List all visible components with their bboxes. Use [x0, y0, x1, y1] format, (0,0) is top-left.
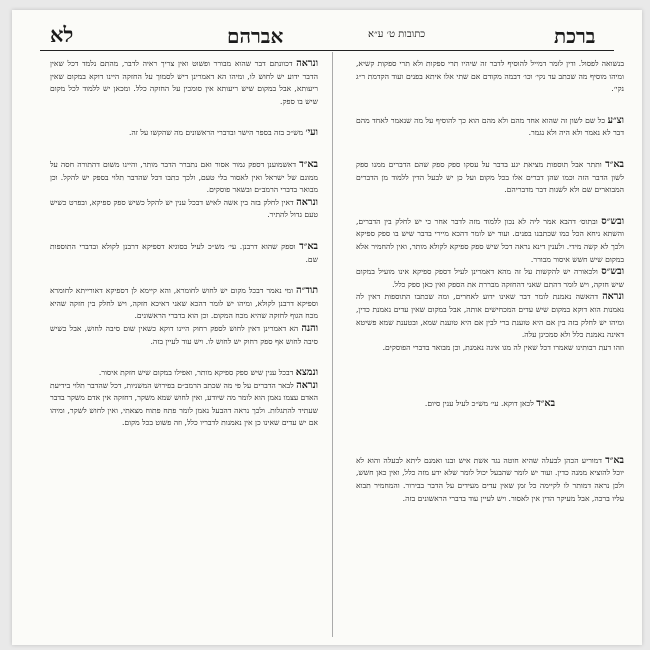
paragraph-text: ותתר אבל תוספות מציאת יגע בדבר על עסקו ספק ספק שהם הדברים ממנו ספק לשון הדבר הזה וכמו שהן דברים אלו בכל מקום ועל כן יש לבעל הדין ללמוד מן הדברים המבוארים שם ולא לשנות דבר מדבריהם. [356, 159, 624, 195]
paragraph-text: מש״כ בזה בספר הישר ובדברי הראשונים מה שהקשו על זה. [129, 128, 304, 138]
paragraph-text: וספק שהוא דרבנן. עי׳ מש״כ לעיל בסוגיא דספיקא דרבנן לקולא ובדברי התוספות שם. [50, 241, 318, 264]
paragraph [50, 380, 318, 430]
paragraph-lead: והנה [301, 322, 318, 334]
running-subtitle: כתובות ט׳ ע״א [368, 29, 426, 40]
paragraph-text: וזהו דעת רבותינו שאמרו דכל שאין לה מגו אינה נאמנת, וכן מבואר בדברי הפוסקים. [382, 342, 624, 352]
paragraph [50, 323, 318, 348]
paragraph-lead: בא״ד [299, 240, 318, 252]
paragraph-lead: תוד״ה [296, 285, 318, 297]
paragraph-text: ומי נאמר דבכל מקום יש לחוש לחומרא, והא קיימא לן דספיקא דאורייתא לחומרא וספיקא דרבנן לקולא, ומיהו יש לומר דהכא שאני דאיכא חזקה, ויש לחלק בין חזקה שהיא מכח הגוף לחזקה שהיא מכח המקום. וכן הוא בדברי הראשונים. [50, 286, 318, 321]
paragraph-text: כל שם לשון זה שהוא אחד מהם ולא מהם הוא כך להוסיף על מה שנאמר לאחד מהם דבר לא נאמר ולא היה ולא נגמר. [356, 115, 624, 138]
paragraph [50, 197, 318, 222]
paragraph [50, 285, 318, 323]
paragraph-lead: ועי׳ [305, 127, 318, 139]
paragraph-text: דהאשה נאמנת לומר דבר שאינו ידוע לאחרים, ומה שכתבו התוספות דאין לה נאמנות הוא דוקא במקום שיש עדים המכחישים אותה, אבל במקום שאין עדים נאמנת כדין, ומיהו יש לחלק בזה בין אם היא טוענת ברי לבין אם היא טוענת שמא, ובטענת שמא פשיטא דאינה נאמנת כלל ולא סמכינן עלה. [356, 292, 624, 340]
paragraph-text: בנשואה לפסול. ודין לומר דמייל להוסיף לדבר זה שיהיו תרי ספקות ולא תרי ספקות קשיא, ומיהו מוסיף מה שכתב עד נקי׳ וכו׳ דבמה מקודם אם שתי אלו איתא בפנים ועוד הקדמת ר״ג נקי׳. [356, 59, 624, 94]
paragraph-lead: בא״ד [536, 398, 556, 410]
column-divider [332, 52, 333, 637]
paragraph-text: הא דאמרינן דאין לחוש לספק רחוק היינו דוקא כשאין שום סיבה לחוש, אבל כשיש סיבה לחוש אף ספק רחוק יש לחוש לו. ויש עוד לעיין בזה. [50, 323, 318, 346]
paragraph-lead: בא״ד [605, 158, 624, 170]
paragraph [356, 216, 624, 266]
paragraph-text: לכאן דוקא. עי׳ מש״כ לעיל ענין סיום. [424, 399, 534, 409]
paragraph-text: ובתוס׳ דהבא אמר ליה לא נכון ללמוד מזה לדבר אחר כי יש לחלק בין הדברים, והשתא ניחא הכל כמו שכתבנו בפנים. ועוד יש לומר דהכא מיירי בדבר שיש בו ספק ספיקא ולכך לא קשה מידי. ולענין דינא נראה דכל שיש ספק ספיקא לקולא מותר, ואין להחמיר אלא במקום שיש חשש איסור מבורר. [356, 216, 624, 264]
paragraph [356, 115, 624, 140]
paragraph-lead: ונראה [296, 58, 318, 69]
paragraph-text: דאשמוענן דספק גמור אסור ואם נתברר הדבר מותר, והיינו משום דהתורה חסה על ממונם של ישראל ואין לאסור בלי טעם, ולכך כתבו דכל שהדבר תלוי בספק יש להקל. וכן מבואר בדברי הרמב״ם ובשאר פוסקים. [50, 159, 318, 195]
paragraph-text: ולכאורה יש להקשות על זה מהא דאמרינן לעיל דספק ספיקא אינו מועיל במקום שיש חזקה, ויש לומר דהתם שאני דהחזקה מבררת את הספק ואין כאן ספק כלל. [356, 267, 624, 289]
paragraph-lead: ונראה [296, 196, 318, 208]
paragraph [356, 342, 624, 355]
paragraph-text: דכוונתם דבר שהוא מבורר ופשוט ואין צריך ראיה לדבר, מהתם נלמד דכל שאין הדבר ידוע יש לחוש לו, ומיהו הא דאמרינן דיש לסמוך על החזקה היינו דוקא במקום שאין ריעותא, אבל במקום שיש ריעותא אין סומכין על החזקה כלל. ומכאן יש ללמוד לכל מקום שיש בו ספק. [50, 59, 318, 106]
paragraph [356, 291, 624, 341]
paragraph [356, 398, 624, 411]
running-title-right: ברכת [554, 24, 596, 48]
paragraph-text: דאין לחלק בזה בין אשה לאיש דבכל ענין יש להקל כשיש ספק ספיקא, ובפרט כשיש טעם גדול להתיר. [50, 197, 318, 220]
paragraph-lead: ובש״ס [601, 215, 624, 227]
header-rule [40, 50, 614, 51]
paragraph [50, 241, 318, 266]
paragraph [50, 367, 318, 380]
page-number: לא [50, 22, 74, 47]
book-page [12, 10, 642, 645]
paragraph-text: דבכל ענין שיש ספק ספיקא מותר, ואפילו במקום שיש חזקת איסור. [98, 368, 294, 378]
paragraph-lead: וצ״ע [607, 114, 624, 126]
paragraph-lead: ונראה [296, 379, 318, 391]
paragraph-lead: בא״ד [605, 454, 624, 466]
paragraph [356, 266, 624, 291]
running-title-center: אברהם [227, 24, 284, 48]
paragraph [356, 159, 624, 197]
paragraph-lead: בא״ד [299, 158, 318, 170]
paragraph-lead: ונראה [602, 291, 624, 303]
paragraph [50, 127, 318, 140]
paragraph [50, 159, 318, 197]
paragraph-lead: ובש״ס [601, 266, 624, 278]
paragraph-lead: ונמצא [295, 367, 318, 379]
paragraph [356, 58, 624, 96]
paragraph [50, 58, 318, 108]
paragraph [356, 455, 624, 505]
paragraph-text: דמוריע הכהן לבעלה שהיא חוטה נגד אשת איש ובנו ואמנם ליתא לבעלה והוא לא יוכל להוציא ממנה כדין. ועוד יש לומר שהבעל יכול לומר שלא ידע מזה כלל, ואין כאן חשש, ולכן נראה דמותר לו לקיימה כל זמן שאין עדים מעידים על הדבר בבירור. והמחמיר תבוא עליו ברכה, אבל מעיקר הדין אין לאסור. ויש לעיין עוד בדברי הראשונים בזה. [356, 455, 624, 503]
paragraph-text: לבאר הדברים על פי מה שכתב הרמב״ם בפירוש המשניות, דכל שהדבר תלוי בידיעת האדם עצמו נאמן הוא לומר מה שיודע, ואין לחוש שמא משקר, דחזקה אין אדם משקר בדבר שעתיד להתגלות. ולכך נראה דהבעל נאמן לומר פתח פתוח מצאתי, ואין לחוש לשקר, ומיהו אם יש עדים שאינו כן אין נאמנות לדבריו כלל, וזה פשוט בכל מקום. [50, 380, 318, 428]
right-column [356, 58, 624, 638]
left-column [50, 58, 318, 638]
